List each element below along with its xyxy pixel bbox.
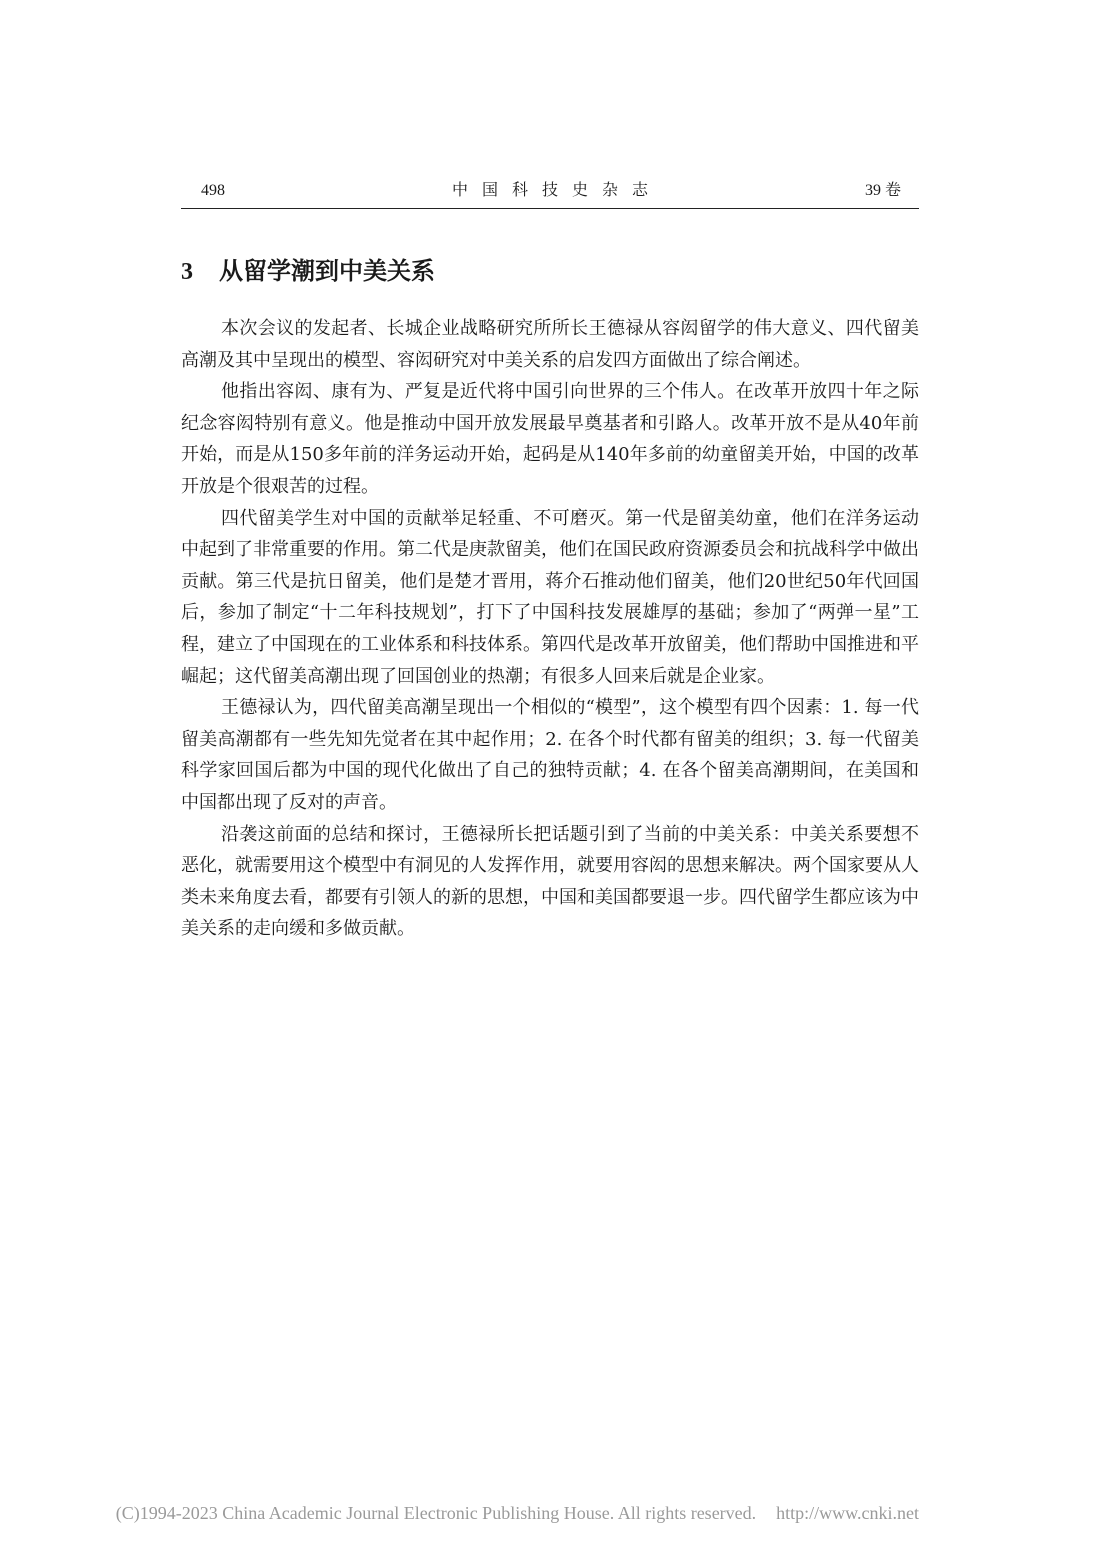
paragraph: 本次会议的发起者、长城企业战略研究所所长王德禄从容闳留学的伟大意义、四代留美高潮及其中呈现出的模型、容闳研究对中美关系的启发四方面做出了综合阐述。: [181, 318, 919, 371]
section-title: 从留学潮到中美关系: [219, 257, 435, 285]
article-body: [181, 313, 919, 945]
running-header: [181, 180, 919, 206]
page-number: 498: [201, 182, 225, 199]
paragraph: 王德禄认为，四代留美高潮呈现出一个相似的“模型”，这个模型有四个因素：1. 每一代留美高潮都有一些先知先觉者在其中起作用；2. 在各个时代都有留美的组织；3. 每一代留美科学家回国后都为中国的现代化做出了自己的独特贡献；4. 在各个留美高潮期间，在美国和中国都出现了反对的声音。: [181, 697, 919, 813]
paragraph: 他指出容闳、康有为、严复是近代将中国引向世界的三个伟人。在改革开放四十年之际纪念容闳特别有意义。他是推动中国开放发展最早奠基者和引路人。改革开放不是从40年前开始，而是从150多年前的洋务运动开始，起码是从140年多前的幼童留美开始，中国的改革开放是个很艰苦的过程。: [181, 381, 919, 497]
copyright-notice: (C)1994-2023 China Academic Journal Electronic Publishing House. All rights reserved.: [115, 1503, 757, 1523]
section-heading: [181, 254, 435, 289]
journal-title: 中国科技史杂志: [451, 182, 662, 199]
copyright-footer: [0, 1503, 919, 1524]
paragraph: 四代留美学生对中国的贡献举足轻重、不可磨灭。第一代是留美幼童，他们在洋务运动中起到了非常重要的作用。第二代是庚款留美，他们在国民政府资源委员会和抗战科学中做出贡献。第三代是抗日留美，他们是楚才晋用，蒋介石推动他们留美，他们20世纪50年代回国后，参加了制定“十二年科技规划”，打下了中国科技发展雄厚的基础；参加了“两弹一星”工程，建立了中国现在的工业体系和科技体系。第四代是改革开放留美，他们帮助中国推进和平崛起；这代留美高潮出现了回国创业的热潮；有很多人回来后就是企业家。: [181, 507, 919, 687]
header-rule: [181, 208, 919, 209]
paragraph: 沿袭这前面的总结和探讨，王德禄所长把话题引到了当前的中美关系：中美关系要想不恶化，就需要用这个模型中有洞见的人发挥作用，就要用容闳的思想来解决。两个国家要从人类未来角度去看，都要有引领人的新的思想，中国和美国都要退一步。四代留学生都应该为中美关系的走向缓和多做贡献。: [181, 823, 919, 940]
volume-label: 39 卷: [864, 182, 901, 199]
footer-url[interactable]: http://www.cnki.net: [776, 1503, 919, 1523]
section-number: 3: [181, 259, 193, 285]
